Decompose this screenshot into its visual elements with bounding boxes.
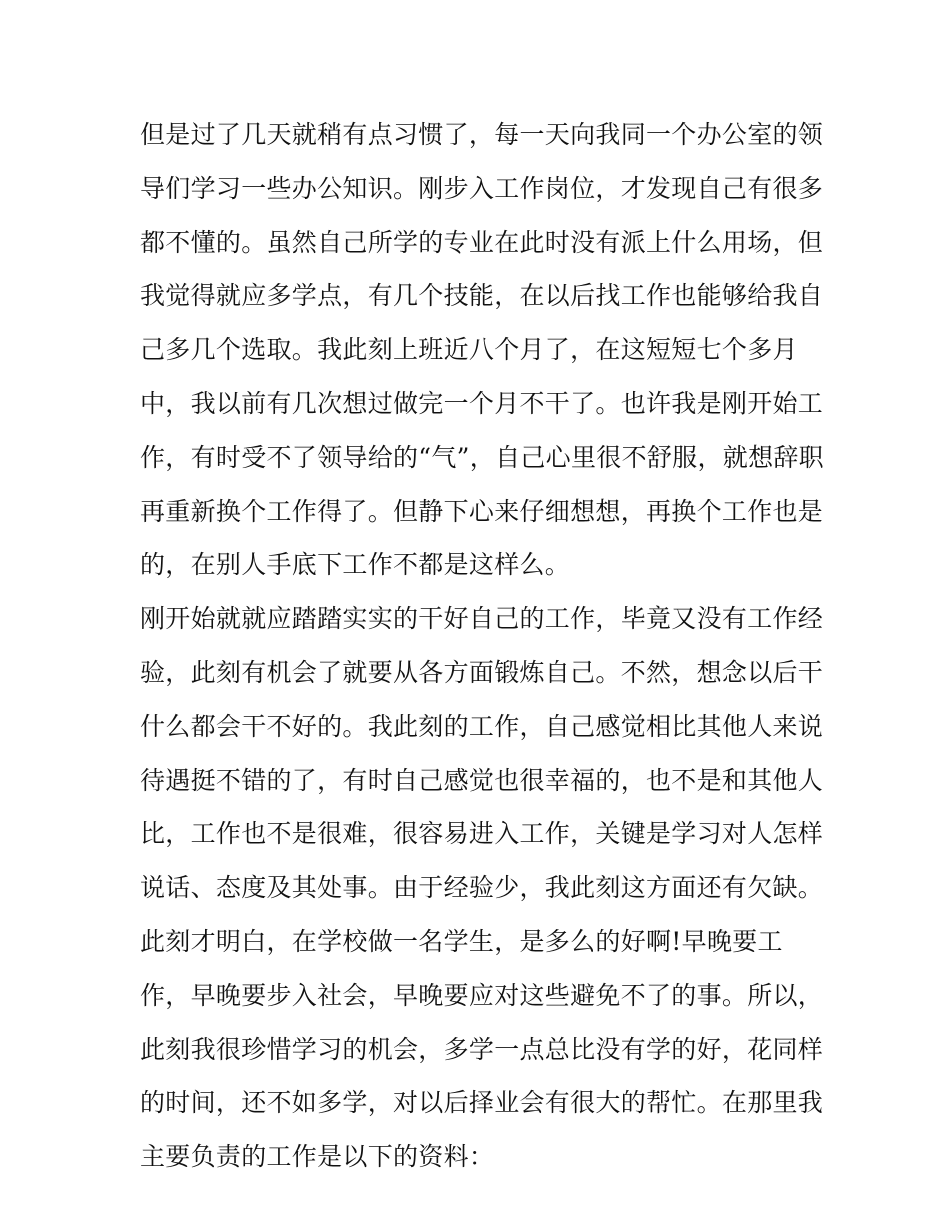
text-line: 待遇挺不错的了，有时自己感觉也很幸福的，也不是和其他人 — [140, 765, 824, 795]
text-line: 此刻才明白，在学校做一名学生，是多么的好啊!早晚要工 — [140, 926, 783, 956]
text-line: 的时间，还不如多学，对以后择业会有很大的帮忙。在那里我 — [140, 1088, 824, 1118]
text-line: 此刻我很珍惜学习的机会，多学一点总比没有学的好，花同样 — [140, 1034, 824, 1064]
text-line: 刚开始就就应踏踏实实的干好自己的工作，毕竟又没有工作经 — [140, 604, 824, 634]
text-line: 什么都会干不好的。我此刻的工作，自己感觉相比其他人来说 — [140, 711, 824, 741]
text-line: 的，在别人手底下工作不都是这样么。 — [140, 550, 571, 580]
text-line: 中，我以前有几次想过做完一个月不干了。也许我是刚开始工 — [140, 388, 824, 418]
text-line: 导们学习一些办公知识。刚步入工作岗位，才发现自己有很多 — [140, 173, 824, 203]
text-line: 作，早晚要步入社会，早晚要应对这些避免不了的事。所以， — [140, 980, 824, 1010]
text-line: 再重新换个工作得了。但静下心来仔细想想，再换个工作也是 — [140, 496, 824, 526]
text-line: 但是过了几天就稍有点习惯了，每一天向我同一个办公室的领 — [140, 120, 824, 149]
text-line: 己多几个选取。我此刻上班近八个月了，在这短短七个多月 — [140, 335, 798, 365]
text-line: 我觉得就应多学点，有几个技能，在以后找工作也能够给我自 — [140, 281, 824, 311]
text-line: 主要负责的工作是以下的资料： — [140, 1142, 495, 1172]
text-line: 作，有时受不了领导给的“气”，自己心里很不舒服，就想辞职 — [140, 442, 824, 472]
text-line: 验，此刻有机会了就要从各方面锻炼自己。不然，想念以后干 — [140, 657, 824, 687]
text-line: 都不懂的。虽然自己所学的专业在此时没有派上什么用场，但 — [140, 227, 824, 257]
text-line: 比，工作也不是很难，很容易进入工作，关键是学习对人怎样 — [140, 819, 824, 849]
text-line: 说话、态度及其处事。由于经验少，我此刻这方面还有欠缺。 — [140, 873, 824, 903]
body-text — [140, 108, 824, 1184]
